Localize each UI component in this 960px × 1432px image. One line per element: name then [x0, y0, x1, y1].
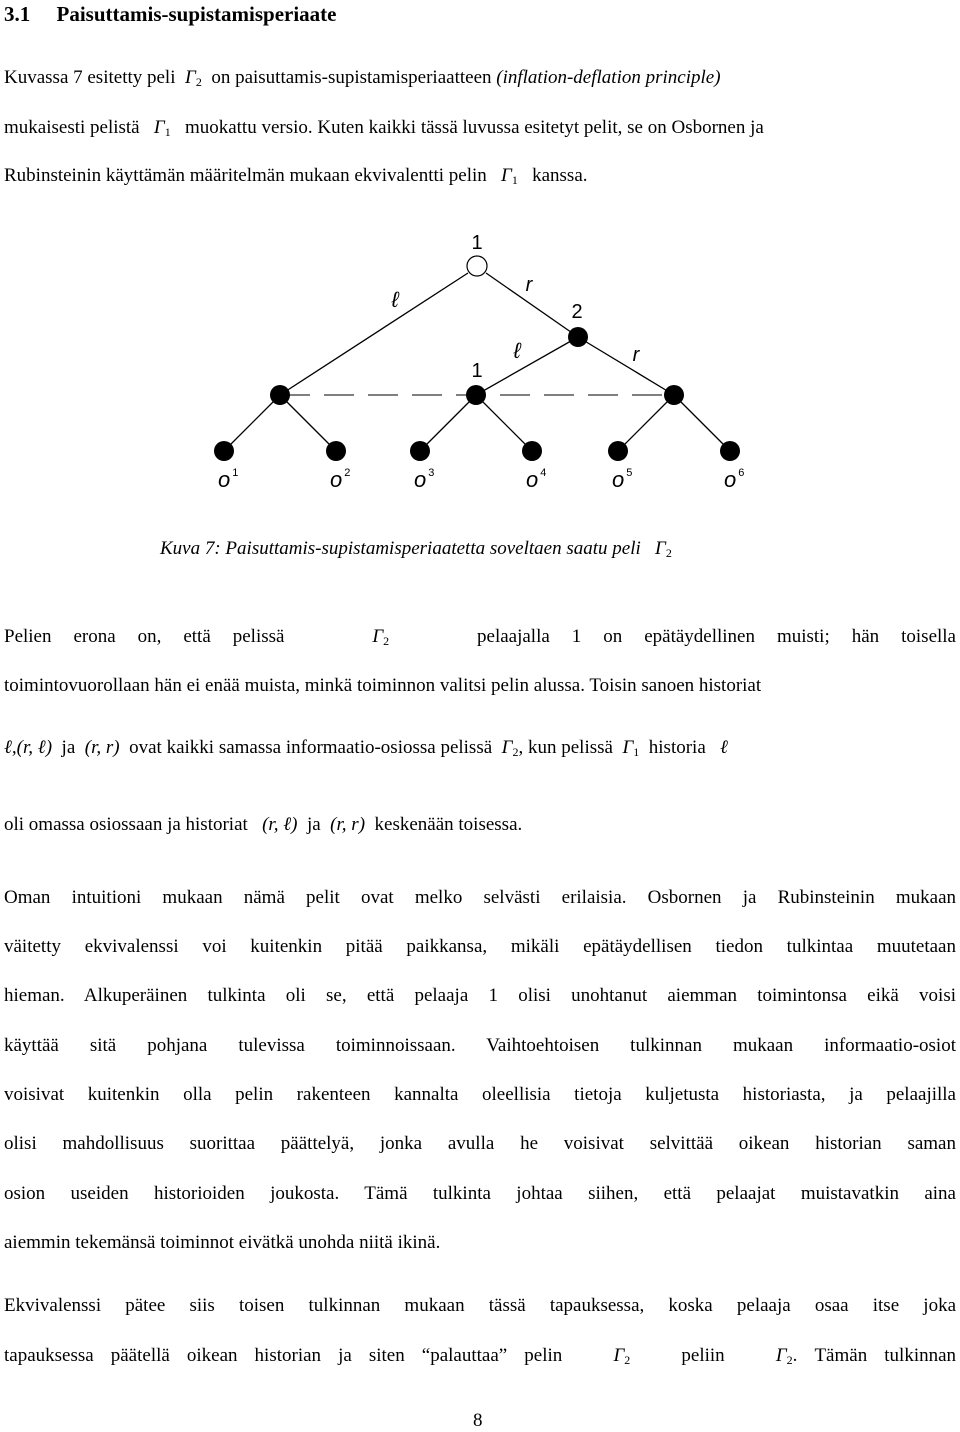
- player1-node-b: [466, 385, 486, 405]
- para4-line-2: tapauksessa päätellä oikean historian ja siten “palauttaa” pelin $\Gamma_2$ peliin $\Gamma_2$. Tämän tulkinnan: [4, 1345, 957, 1367]
- para3-line-8: aiemmin tekemänsä toiminnot eivätkä unohda niitä ikinä.: [4, 1232, 441, 1253]
- outcome-label-5: o $^5$: [612, 467, 633, 492]
- history-rr: (r, r): [84, 737, 120, 758]
- terminal-node-5: [608, 441, 628, 461]
- intro-line-2: mukaisesti pelistä $\Gamma_1$ muokattu versio. Kuten kaikki tässä luvussa esitetyt pelit, se on Osbornen ja: [4, 117, 764, 139]
- gamma-symbol: $\Gamma_1$: [153, 117, 171, 139]
- gamma-symbol: $\Gamma_1$: [501, 165, 518, 187]
- edge-p2-left: [476, 337, 578, 395]
- para2-line-4: oli omassa osiossaan ja historiat (r, ℓ) ja (r, r) keskenään toisessa.: [4, 814, 523, 835]
- para3-line-6: olisi mahdollisuus suorittaa päättelyä, jonka avulla he voisivat selvittää oikean historian saman: [4, 1133, 956, 1154]
- para2-line-1: Pelien erona on, että pelissä $\Gamma_2$ pelaajalla 1 on epätäydellinen muisti; hän toisella: [4, 626, 956, 648]
- terminal-node-3: [410, 441, 430, 461]
- figure-caption: Kuva 7: Paisuttamis-supistamisperiaatetta soveltaen saatu peli $\Gamma_2$: [160, 538, 672, 560]
- intro-line-3: Rubinsteinin käyttämän määritelmän mukaan ekvivalentti pelin $\Gamma_1$ kanssa.: [4, 165, 588, 187]
- action-right-p2: r: [632, 344, 640, 366]
- page-number: 8: [473, 1410, 483, 1431]
- gamma-symbol: $\Gamma_1$: [622, 737, 640, 759]
- section-title: Paisuttamis-supistamisperiaate: [56, 2, 337, 26]
- edge-root-left: [280, 273, 468, 395]
- terminal-node-4: [522, 441, 542, 461]
- gamma-symbol: $\Gamma_2$: [655, 538, 672, 560]
- terminal-node-2: [326, 441, 346, 461]
- outcome-label-4: o $^4$: [526, 467, 547, 492]
- para4-line-1: Ekvivalenssi pätee siis toisen tulkinnan mukaan tässä tapauksessa, koska pelaaja osaa itse joka: [4, 1295, 956, 1316]
- history-rl: (r, ℓ): [262, 814, 298, 835]
- player1-node-c: [664, 385, 684, 405]
- edge-b-o4: [476, 395, 532, 451]
- gamma-symbol: $\Gamma_2$: [372, 626, 390, 648]
- root-node: [467, 256, 487, 276]
- root-player-label: 1: [471, 232, 483, 254]
- section-heading: [4, 2, 337, 27]
- para3-line-1: Oman intuitioni mukaan nämä pelit ovat melko selvästi erilaisia. Osbornen ja Rubinsteinin mukaan: [4, 887, 956, 908]
- history-l: ℓ,(r, ℓ): [4, 737, 53, 758]
- terminal-node-1: [214, 441, 234, 461]
- player2-node: [568, 327, 588, 347]
- section-number: 3.1: [4, 2, 31, 26]
- game-tree-diagram: [0, 215, 960, 505]
- edge-b-o3: [420, 395, 476, 451]
- intro-line-1: Kuvassa 7 esitetty peli $\Gamma_2$ on paisuttamis-supistamisperiaatteen (inflation-deflation principle): [4, 67, 721, 89]
- outcome-label-2: o $^2$: [330, 467, 351, 492]
- gamma-symbol: $\Gamma_2$: [775, 1345, 793, 1367]
- player1-info-label: 1: [471, 360, 483, 382]
- player2-label: 2: [571, 301, 583, 323]
- edge-a-o2: [280, 395, 336, 451]
- para3-line-2: väitetty ekvivalenssi voi kuitenkin pitää paikkansa, mikäli epätäydellisen tiedon tulkintaa muutetaan: [4, 936, 956, 957]
- edge-p2-right: [578, 337, 674, 395]
- outcome-label-1: o $^1$: [218, 467, 239, 492]
- action-left-root: ℓ: [391, 287, 399, 312]
- para3-line-7: osion useiden historioiden joukosta. Tämä tulkinta johtaa siihen, että pelaajat muistavatkin aina: [4, 1183, 956, 1204]
- action-left-p2: ℓ: [513, 338, 521, 363]
- edge-a-o1: [224, 395, 280, 451]
- outcome-label-6: o $^6$: [724, 467, 745, 492]
- outcome-label-3: o $^3$: [414, 467, 435, 492]
- para3-line-3: hieman. Alkuperäinen tulkinta oli se, että pelaaja 1 olisi unohtanut aiemman toimintonsa eikä voisi: [4, 985, 956, 1006]
- player1-node-a: [270, 385, 290, 405]
- edge-c-o6: [674, 395, 730, 451]
- para3-line-5: voisivat kuitenkin olla pelin rakenteen kannalta oleellisia tietoja kuljetusta historiasta, ja pelaajilla: [4, 1084, 956, 1105]
- edge-c-o5: [618, 395, 674, 451]
- gamma-symbol: $\Gamma_2$: [501, 737, 519, 759]
- para3-line-4: käyttää sitä pohjana tulevissa toiminnoissaan. Vaihtoehtoisen tulkinnan mukaan informaatio-osiot: [4, 1035, 956, 1056]
- para2-line-3: ℓ,(r, ℓ) ja (r, r) ovat kaikki samassa informaatio-osiossa pelissä $\Gamma_2$, kun pelissä $\Gamma_1$ historia ℓ: [4, 737, 728, 759]
- terminal-node-6: [720, 441, 740, 461]
- gamma-symbol: $\Gamma_2$: [185, 67, 202, 89]
- gamma-symbol: $\Gamma_2$: [613, 1345, 631, 1367]
- history-rr: (r, r): [330, 814, 366, 835]
- para2-line-2: toimintovuorollaan hän ei enää muista, minkä toiminnon valitsi pelin alussa. Toisin sanoen historiat: [4, 675, 762, 696]
- action-right-root: r: [525, 274, 533, 296]
